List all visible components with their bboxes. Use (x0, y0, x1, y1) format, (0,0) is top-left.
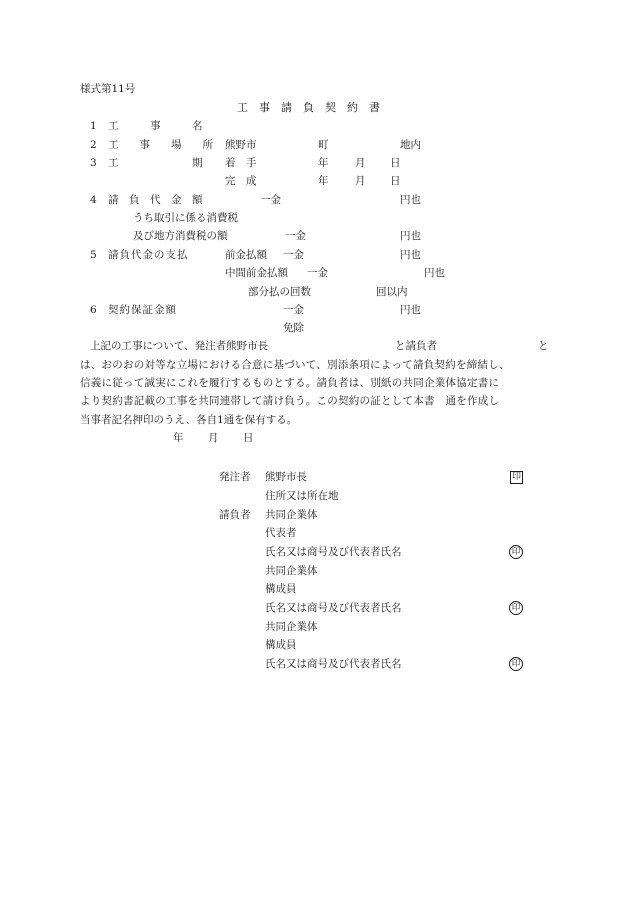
item3-end-month: 月 (355, 175, 366, 187)
orderer-name: 熊野市長 (265, 471, 307, 483)
item6-ikkin: 一金 (283, 304, 304, 316)
item2-city: 熊野市 (225, 139, 257, 151)
item4-tax-line1: うち取引に係る消費税 (133, 212, 238, 224)
jv-1-label: 共同企業体 (265, 509, 318, 521)
body-line4: より契約書記載の工事を共同連帯して請け負う。この契約の証として本書 通を作成し (80, 395, 500, 407)
date-month: 月 (208, 432, 219, 444)
contractor-role: 請負者 (219, 509, 251, 521)
item5-label: 請負代金の支払 (108, 249, 189, 261)
jv-2-label: 共同企業体 (265, 565, 318, 577)
date-year: 年 (173, 432, 184, 444)
orderer-role: 発注者 (219, 471, 251, 483)
body-line1c: と (538, 340, 549, 352)
item4-number: 4 (90, 194, 97, 206)
jv-2-seal: 印 (509, 601, 523, 615)
jv-1-name-line: 氏名又は商号及び代表者氏名 (265, 546, 402, 558)
item3-end: 完 成 (225, 175, 257, 187)
item5-advance-ikkin: 一金 (283, 249, 304, 261)
body-line5: 当事者記名押印のうえ、各自1通を保有する。 (80, 414, 298, 426)
item3-end-year: 年 (318, 175, 329, 187)
item5-partial: 部分払の回数 (248, 286, 311, 298)
item3-start-day: 日 (390, 157, 401, 169)
item2-town: 町 (318, 139, 329, 151)
jv-3-label: 共同企業体 (265, 621, 318, 633)
item5-advance-yen: 円也 (400, 249, 421, 261)
item6-yen: 円也 (400, 304, 421, 316)
date-day: 日 (243, 432, 254, 444)
item3-start-year: 年 (318, 157, 329, 169)
item1-number: 1 (90, 120, 97, 132)
item5-advance: 前金払額 (225, 249, 267, 261)
jv-2-name-line: 氏名又は商号及び代表者氏名 (265, 602, 402, 614)
item3-start: 着 手 (225, 157, 257, 169)
jv-2-member: 構成員 (265, 583, 297, 595)
item5-mid-yen: 円也 (424, 267, 445, 279)
item4-yen: 円也 (400, 194, 421, 206)
item2-number: 2 (90, 139, 97, 151)
item1-label: 工 事 名 (108, 120, 203, 132)
item4-ikkin: 一金 (260, 194, 281, 206)
item3-end-day: 日 (390, 175, 401, 187)
item6-exempt: 免除 (283, 322, 304, 334)
jv-3-member: 構成員 (265, 639, 297, 651)
orderer-seal: 印 (511, 472, 521, 482)
form-number: 様式第11号 (80, 83, 136, 95)
item2-land: 地内 (400, 139, 421, 151)
item4-tax-line2: 及び地方消費税の額 (133, 230, 228, 242)
item2-label: 工 事 場 所 (108, 139, 213, 151)
item5-mid-ikkin: 一金 (307, 267, 328, 279)
item4-label: 請 負 代 金 額 (108, 194, 203, 206)
body-line1a: 上記の工事について、発注者熊野市長 (90, 340, 269, 352)
jv-1-representative: 代表者 (265, 527, 297, 539)
item3-number: 3 (90, 157, 97, 169)
body-line2: は、おのおの対等な立場における合意に基づいて、別添条項によって請負契約を締結し、 (80, 359, 510, 371)
jv-3-name-line: 氏名又は商号及び代表者氏名 (265, 658, 402, 670)
body-line1b: と請負者 (395, 340, 437, 352)
orderer-address: 住所又は所在地 (265, 490, 339, 502)
jv-1-seal: 印 (509, 545, 523, 559)
item6-label: 契約保証金額 (108, 304, 177, 316)
item5-mid: 中間前金払額 (225, 267, 288, 279)
document-title: 工 事 請 負 契 約 書 (237, 101, 380, 114)
item6-number: 6 (90, 304, 97, 316)
jv-3-seal: 印 (509, 657, 523, 671)
item3-label: 工 期 (108, 157, 203, 169)
item4-tax-ikkin: 一金 (285, 230, 306, 242)
item5-number: 5 (90, 249, 97, 261)
item5-times: 回以内 (376, 286, 408, 298)
body-line3: 信義に従って誠実にこれを履行するものとする。請負者は、別紙の共同企業体協定書に (80, 377, 500, 389)
item3-start-month: 月 (355, 157, 366, 169)
item4-tax-yen: 円也 (400, 230, 421, 242)
